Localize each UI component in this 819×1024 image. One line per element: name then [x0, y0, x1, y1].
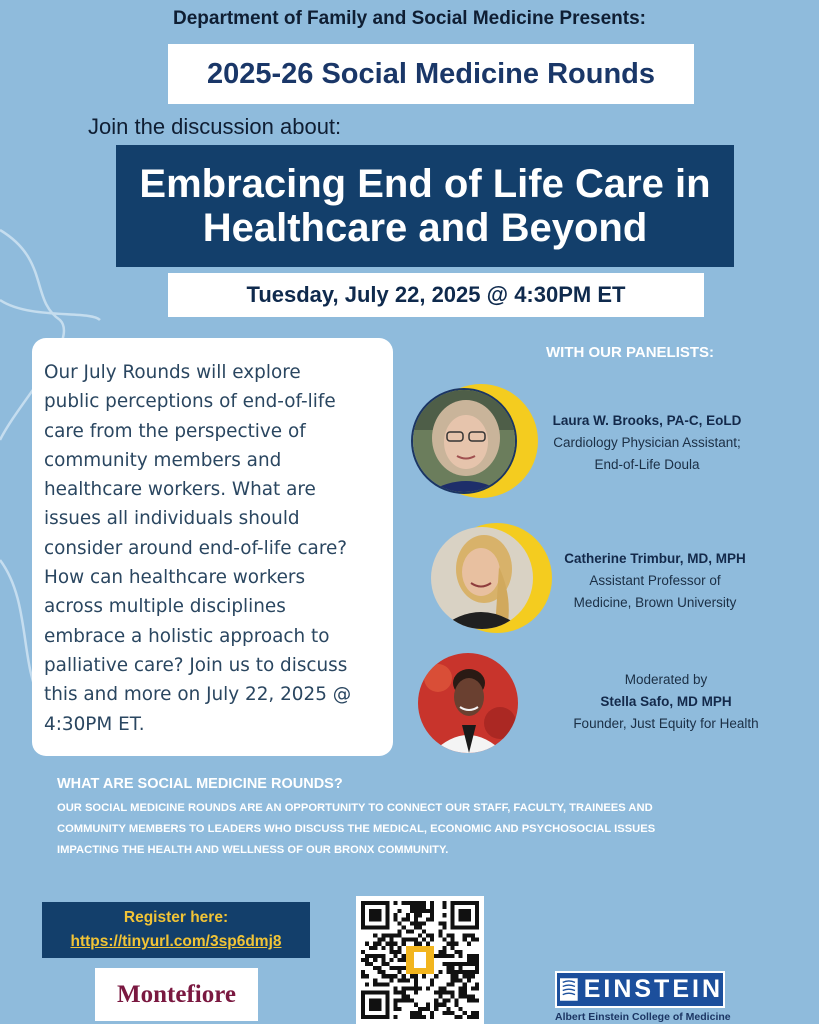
about-line: OUR SOCIAL MEDICINE ROUNDS ARE AN OPPORTUNITY TO CONNECT OUR STAFF, FACULTY, TRAINEES AND: [57, 802, 653, 814]
description-line: community members and: [44, 449, 282, 471]
presenter-heading: Department of Family and Social Medicine Presents:: [172, 8, 646, 29]
portrait-icon: [431, 527, 533, 629]
panelist-role: Founder, Just Equity for Health: [573, 716, 759, 731]
qr-code-icon[interactable]: [356, 896, 484, 1024]
portrait-icon: [413, 390, 517, 494]
join-text: Join the discussion about:: [88, 114, 342, 139]
panelist-2: [560, 548, 750, 614]
event-title-line2: Healthcare and Beyond: [202, 206, 648, 250]
einstein-badge: [555, 971, 725, 1008]
register-link[interactable]: https://tinyurl.com/3sp6dmj8: [70, 933, 282, 950]
panelist-name: Catherine Trimbur, MD, MPH: [564, 551, 746, 566]
portrait-icon: [418, 653, 518, 753]
description-line: palliative care? Join us to discuss: [44, 654, 348, 676]
event-title: [116, 145, 734, 267]
moderator-label: Moderated by: [624, 672, 708, 687]
about-text: [57, 798, 777, 861]
panelist-role: Medicine, Brown University: [573, 595, 737, 610]
about-line: IMPACTING THE HEALTH AND WELLNESS OF OUR BRONX COMMUNITY.: [57, 844, 449, 856]
register-box: [42, 902, 310, 958]
description-line: healthcare workers. What are: [44, 479, 316, 501]
einstein-logo: [555, 971, 731, 1023]
panelist-photo-1: [411, 388, 517, 494]
panelist-1: [552, 410, 742, 476]
description-line: consider around end-of-life care?: [44, 537, 348, 559]
about-heading: WHAT ARE SOCIAL MEDICINE ROUNDS?: [57, 776, 343, 792]
panelists-heading: WITH OUR PANELISTS:: [546, 344, 715, 361]
event-title-line1: Embracing End of Life Care in: [139, 162, 711, 206]
event-date: Tuesday, July 22, 2025 @ 4:30PM ET: [168, 273, 704, 317]
description-card: [32, 338, 393, 756]
panelist-role: Cardiology Physician Assistant;: [553, 435, 741, 450]
panelist-role: Assistant Professor of: [589, 573, 721, 588]
panelist-photo-2: [431, 527, 533, 629]
description-line: embrace a holistic approach to: [44, 625, 330, 647]
description-line: this and more on July 22, 2025 @: [44, 684, 352, 706]
register-label: Register here:: [123, 909, 229, 926]
about-line: COMMUNITY MEMBERS TO LEADERS WHO DISCUSS THE MEDICAL, ECONOMIC AND PSYCHOSOCIAL ISSUES: [57, 823, 656, 835]
description-line: Our July Rounds will explore: [44, 362, 301, 383]
montefiore-logo: [95, 968, 258, 1021]
description-line: 4:30PM ET.: [44, 713, 145, 735]
panelist-name: Laura W. Brooks, PA-C, EoLD: [552, 413, 742, 428]
panelist-name: Stella Safo, MD MPH: [600, 694, 732, 709]
qr-code-pattern: [361, 901, 479, 1019]
description-line: care from the perspective of: [44, 420, 306, 442]
description-line: How can healthcare workers: [44, 567, 306, 589]
einstein-logo-icon: [560, 973, 578, 1006]
einstein-subtitle: Albert Einstein College of Medicine: [555, 1011, 731, 1023]
description-line: issues all individuals should: [44, 508, 300, 530]
moderator: [552, 669, 780, 735]
moderator-photo: [418, 653, 518, 753]
series-title: 2025-26 Social Medicine Rounds: [168, 44, 694, 104]
einstein-wordmark: EINSTEIN: [583, 975, 723, 1003]
panelist-role: End-of-Life Doula: [594, 457, 700, 472]
description-line: across multiple disciplines: [44, 596, 286, 618]
description-line: public perceptions of end-of-life: [44, 391, 336, 413]
montefiore-wordmark: Montefiore: [117, 980, 236, 1008]
